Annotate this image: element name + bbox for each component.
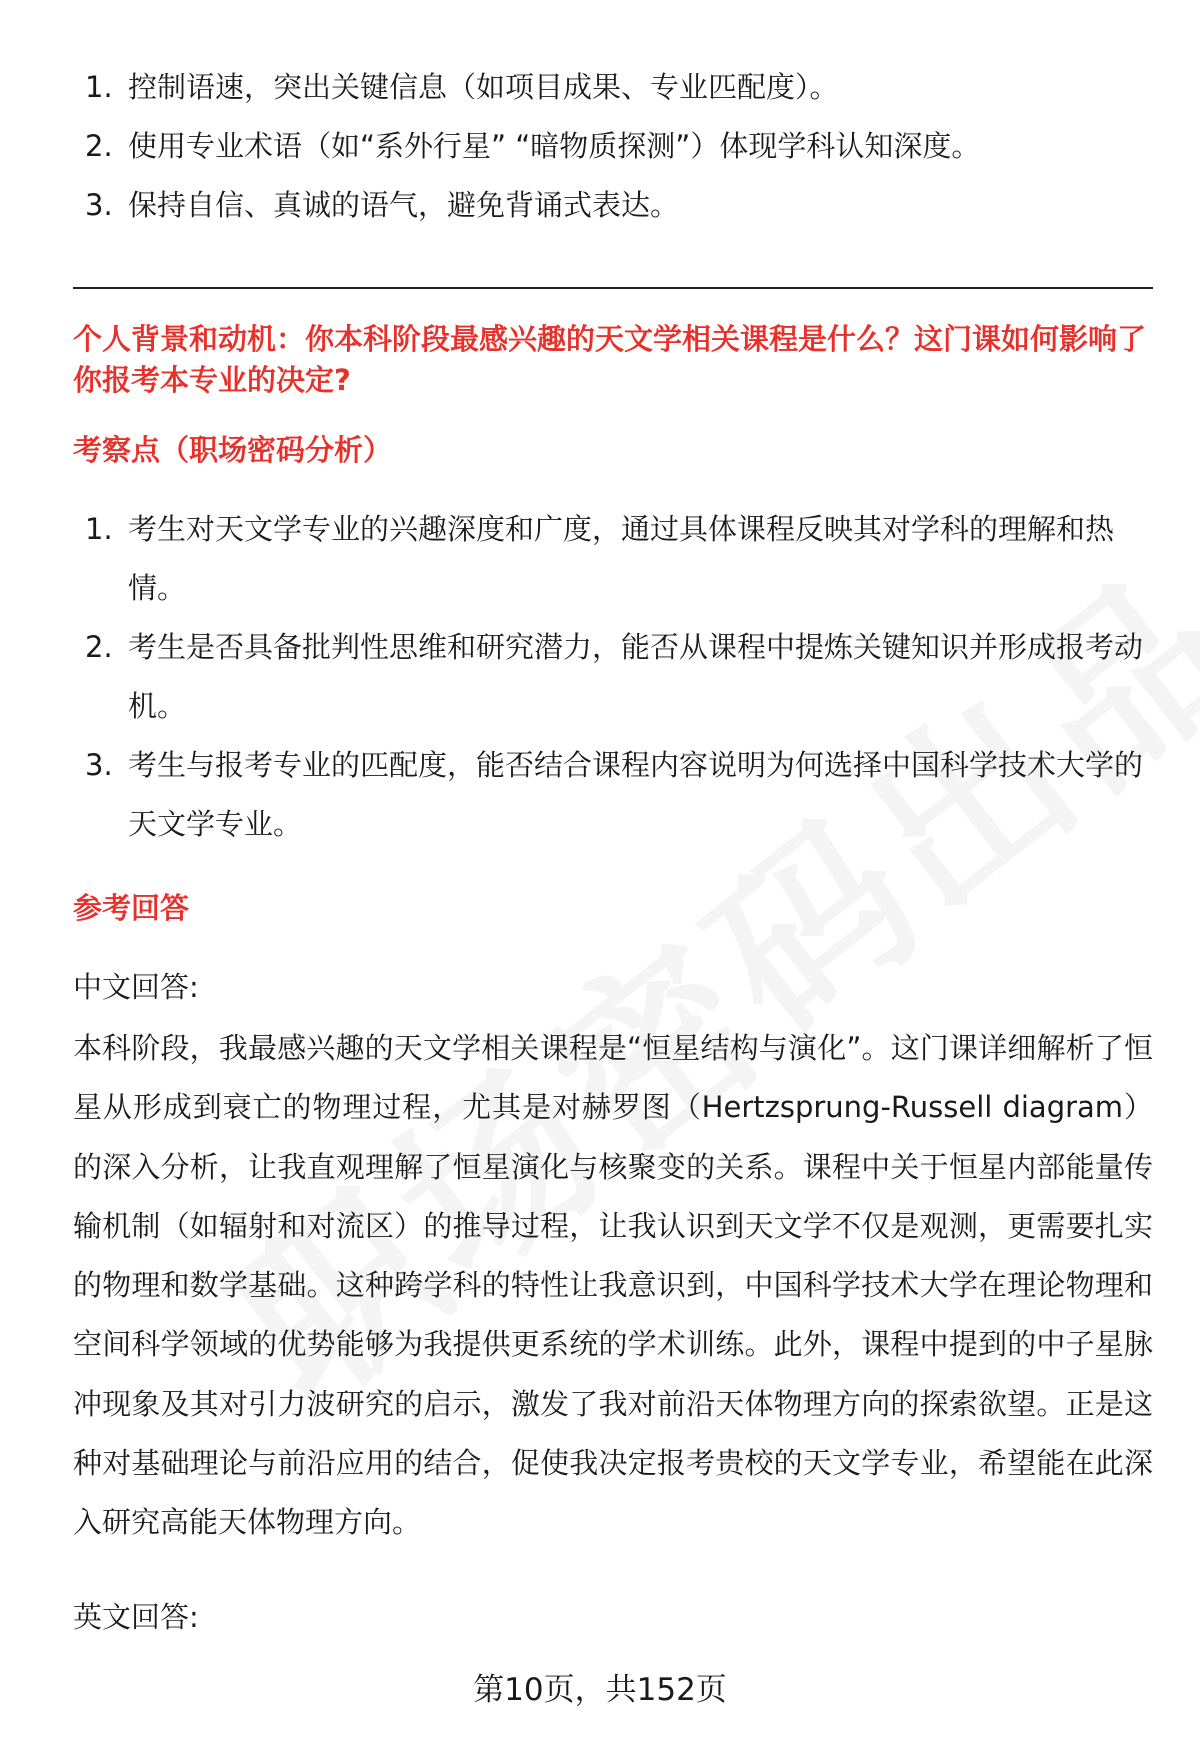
list-text: 考生是否具备批判性思维和研究潜力，能否从课程中提炼关键知识并形成报考动机。: [128, 630, 1144, 723]
reference-answer-heading: 参考回答: [73, 891, 190, 925]
list-item: [73, 500, 1148, 618]
exam-points-list: [73, 500, 1148, 854]
list-text: 考生对天文学专业的兴趣深度和广度，通过具体课程反映其对学科的理解和热情。: [128, 512, 1115, 605]
list-text: 考生与报考专业的匹配度，能否结合课程内容说明为何选择中国科学技术大学的天文学专业。: [128, 748, 1144, 841]
list-number: 3.: [85, 188, 113, 222]
tips-list: [73, 58, 1148, 235]
list-number: 1.: [85, 70, 113, 104]
chinese-answer-label: 中文回答:: [73, 970, 199, 1004]
list-item: [73, 117, 1148, 176]
list-text: 使用专业术语（如“系外行星” “暗物质探测”）体现学科认知深度。: [128, 129, 981, 163]
question-heading: 个人背景和动机：你本科阶段最感兴趣的天文学相关课程是什么？这门课如何影响了你报考本专业的决定?: [73, 322, 1147, 397]
list-text: 控制语速，突出关键信息（如项目成果、专业匹配度）。: [128, 70, 839, 104]
page-footer: 第10页，共152页: [473, 1672, 727, 1708]
exam-points-heading: 考察点（职场密码分析）: [73, 433, 393, 467]
list-number: 1.: [85, 512, 113, 546]
chinese-answer-text: 本科阶段，我最感兴趣的天文学相关课程是“恒星结构与演化”。这门课详细解析了恒星从形成到衰亡的物理过程，尤其是对赫罗图（Hertzsprung-Russell diagram）的深入分析，让我直观理解了恒星演化与核聚变的关系。课程中关于恒星内部能量传输机制（如辐射和对流区）的推导过程，让我认识到天文学不仅是观测，更需要扎实的物理和数学基础。这种跨学科的特性让我意识到，中国科学技术大学在理论物理和空间科学领域的优势能够为我提供更系统的学术训练。此外，课程中提到的中子星脉冲现象及其对引力波研究的启示，激发了我对前沿天体物理方向的探索欲望。正是这种对基础理论与前沿应用的结合，促使我决定报考贵校的天文学专业，希望能在此深入研究高能天体物理方向。: [73, 1031, 1153, 1540]
list-item: [73, 736, 1148, 854]
list-number: 3.: [85, 748, 113, 782]
list-text: 保持自信、真诚的语气，避免背诵式表达。: [128, 188, 680, 222]
list-number: 2.: [85, 129, 113, 163]
list-item: [73, 58, 1148, 117]
list-item: [73, 618, 1148, 736]
list-item: [73, 176, 1148, 235]
section-divider: [73, 287, 1153, 289]
english-answer-label: 英文回答:: [73, 1600, 199, 1634]
list-number: 2.: [85, 630, 113, 664]
